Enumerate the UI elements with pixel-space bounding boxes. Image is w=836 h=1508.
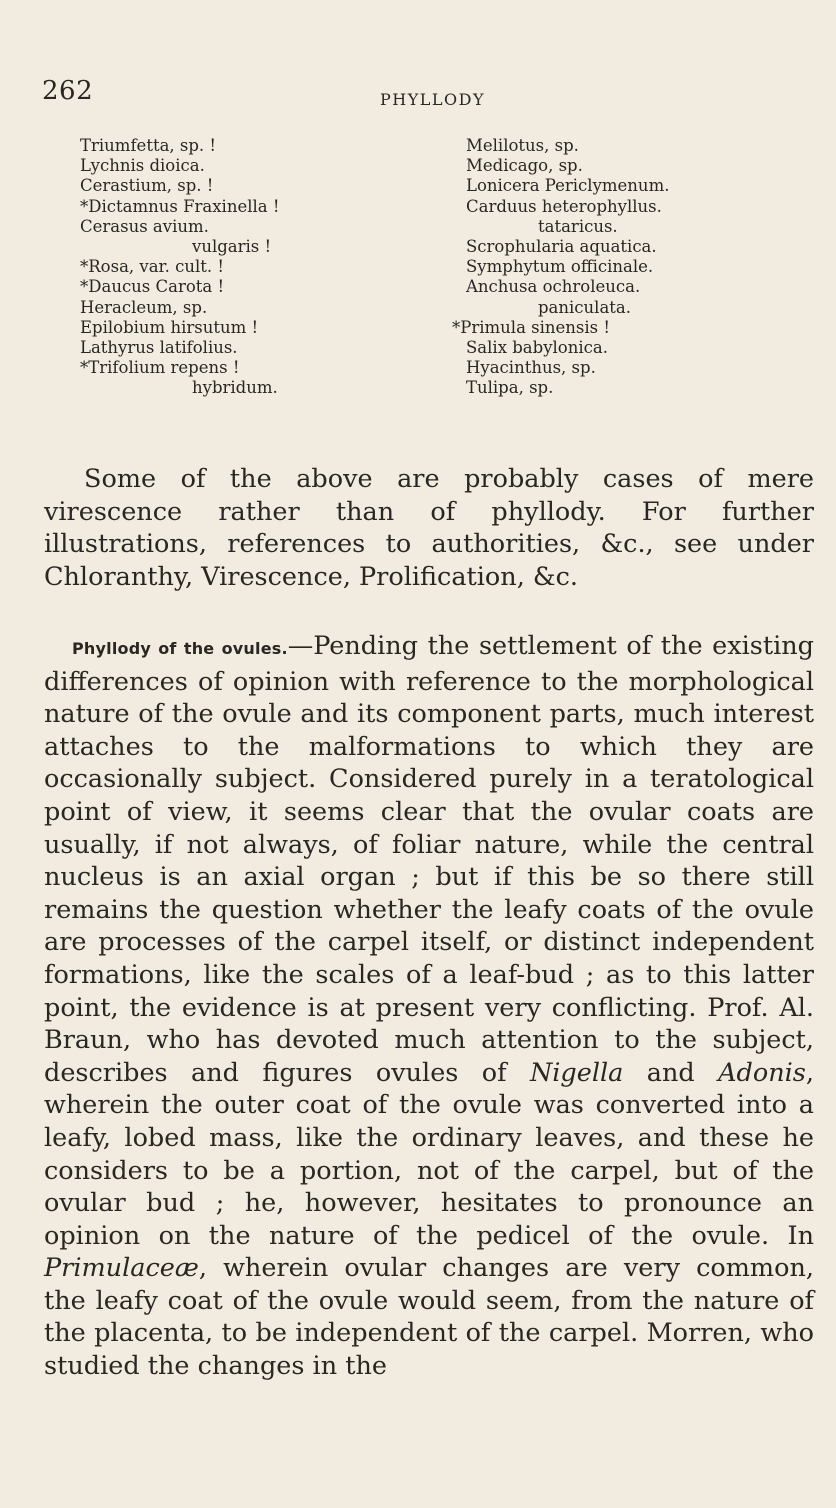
list-item: paniculata. (538, 297, 631, 317)
paragraph-phyllody-of-ovules (44, 630, 814, 1383)
list-item: vulgaris ! (192, 237, 272, 257)
list-item: Medicago, sp. (466, 156, 583, 176)
list-item: Anchusa ochroleuca. (466, 277, 641, 297)
paragraph-text: —Pending the settlement of the existing differences of opinion with reference to the morphological nature of the ovule and its component parts, much interest attaches to the malformations to which they are occasionally subject. Considered purely in a teratological point of view, it seems clear that the ovular coats are usually, if not always, of foliar nature, while the central nucleus is an axial organ ; but if this be so there still remains the question whether the leafy coats of the ovule are processes of the carpel itself, or distinct independent formations, like the scales of a leaf-bud ; as to this latter point, the evidence is at present very conflicting. Prof. Al. Braun, who has devoted much attention to the subject, describes and figures ovules of (44, 631, 814, 1088)
list-item: Scrophularia aquatica. (466, 237, 657, 257)
page-number: 262 (42, 76, 94, 106)
list-item: Triumfetta, sp. ! (80, 136, 217, 155)
list-item: *Trifolium repens ! (80, 358, 240, 378)
list-item: Symphytum officinale. (466, 257, 654, 277)
list-item: *Daucus Carota ! (80, 277, 225, 297)
plant-list-right-column (452, 136, 812, 399)
paragraph-text: and (623, 1057, 719, 1088)
taxon-name: Primulaceæ (44, 1253, 199, 1284)
list-item: Cerastium, sp. ! (80, 176, 214, 196)
list-item: Hyacinthus, sp. (466, 358, 596, 378)
running-title: PHYLLODY (380, 90, 486, 109)
paragraph-text: , wherein ovular changes are very common, the leafy coat of the ovule would seem, from the nature of the placenta, to be independent of the carpel. Morren, who studied the changes in the (44, 1253, 814, 1382)
list-item: Epilobium hirsutum ! (80, 317, 259, 337)
list-item: Lathyrus latifolius. (80, 338, 238, 358)
section-heading: Phyllody of the ovules. (72, 639, 288, 658)
taxon-name: Nigella (529, 1057, 624, 1088)
list-item: *Dictamnus Fraxinella ! (80, 196, 280, 216)
list-item: Cerasus avium. (80, 216, 209, 236)
list-item: Melilotus, sp. (466, 136, 579, 155)
list-item: Lychnis dioica. (80, 156, 205, 176)
plant-list-left-column (80, 136, 410, 399)
list-item: Heracleum, sp. (80, 297, 208, 317)
paragraph-text: , wherein the outer coat of the ovule was converted into a leafy, lobed mass, like the ordinary leaves, and these he considers to be a portion, not of the carpel, but of the ovular bud ; he, however, hesitates to pronounce an opinion on the nature of the pedicel of the ovule. In (44, 1057, 814, 1251)
list-item: tataricus. (538, 216, 618, 236)
list-item: Lonicera Periclymenum. (466, 176, 670, 196)
taxon-name: Adonis (718, 1057, 806, 1088)
list-item: Salix babylonica. (466, 338, 608, 358)
paragraph-virescence: Some of the above are probably cases of mere virescence rather than of phyllody. For further illustrations, references to authorities, &c., see under Chloranthy, Virescence, Prolification, &c. (44, 464, 814, 592)
list-item: Tulipa, sp. (466, 378, 554, 398)
list-item: *Primula sinensis ! (452, 317, 610, 337)
list-item: *Rosa, var. cult. ! (80, 257, 225, 277)
list-item: hybridum. (192, 378, 278, 398)
list-item: Carduus heterophyllus. (466, 196, 662, 216)
